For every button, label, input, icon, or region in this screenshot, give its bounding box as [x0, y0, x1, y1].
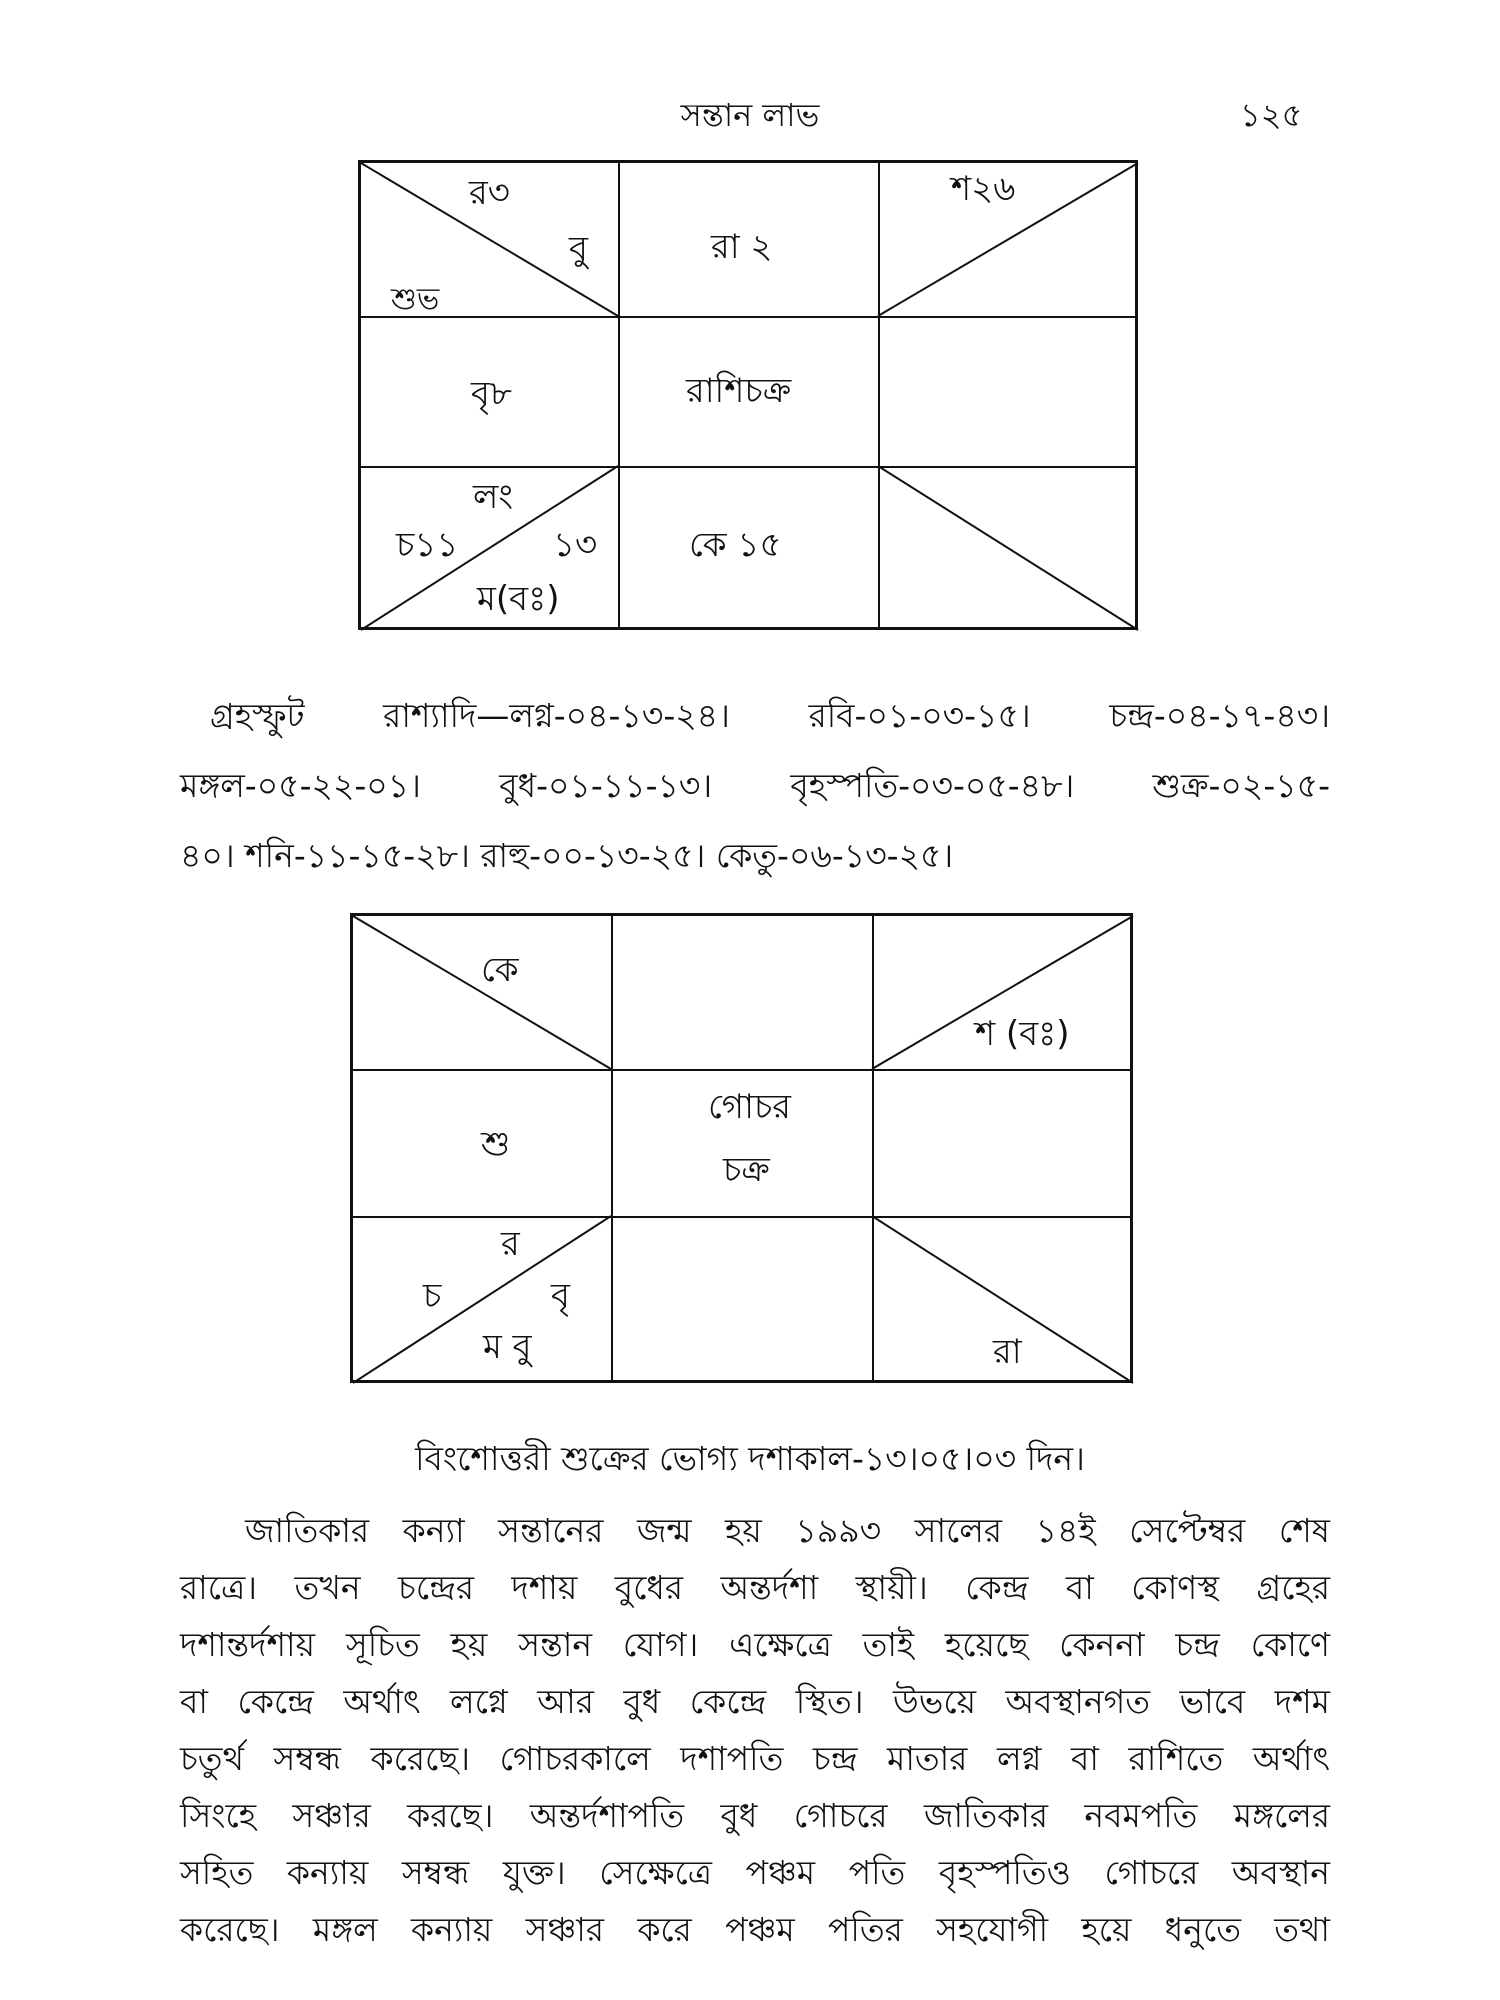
diagonal-bottom-right: [878, 466, 1138, 630]
chart-center-label-line-1: গোচর: [708, 1087, 791, 1127]
cell-bottom-left-lower: ম বু: [483, 1327, 532, 1367]
graha-sphuta-line-1: গ্রহস্ফুট রাশ্যাদি—লগ্ন-০৪-১৩-২৪। রবি-০১-০৩-১৫। চন্দ্র-০৪-১৭-৪৩।: [210, 696, 1330, 735]
chart-center-label-line-2: চক্র: [723, 1150, 770, 1190]
page-number: ১২৫: [1240, 96, 1303, 134]
body-line-7: সহিত কন্যায় সম্বন্ধ যুক্ত। সেক্ষেত্রে পঞ্চম পতি বৃহস্পতিও গোচরে অবস্থান: [180, 1853, 1330, 1892]
diagonal-bottom-left: [353, 1216, 611, 1383]
body-line-8: করেছে। মঙ্গল কন্যায় সঞ্চার করে পঞ্চম পতির সহযোগী হয়ে ধনুতে তথা: [180, 1910, 1330, 1949]
dasha-caption: বিংশোত্তরী শুক্রের ভোগ্য দশাকাল-১৩।০৫।০৩ দিন।: [415, 1439, 1085, 1478]
graha-sphuta-line-3: ৪০। শনি-১১-১৫-২৮। রাহু-০০-১৩-২৫। কেতু-০৬-১৩-২৫।: [180, 836, 954, 875]
body-line-4: বা কেন্দ্রে অর্থাৎ লগ্নে আর বুধ কেন্দ্রে স্থিত। উভয়ে অবস্থানগত ভাবে দশম: [180, 1682, 1330, 1721]
page-title: সন্তান লাভ: [680, 96, 820, 134]
body-line-5: চতুর্থ সম্বন্ধ করেছে। গোচরকালে দশাপতি চন্দ্র মাতার লগ্ন বা রাশিতে অর্থাৎ: [180, 1739, 1330, 1778]
cell-bottom-left-upper: র: [501, 1224, 520, 1264]
body-line-6: সিংহে সঞ্চার করছে। অন্তর্দশাপতি বুধ গোচরে জাতিকার নবমপতি মঙ্গলের: [180, 1796, 1330, 1835]
rashi-chakra: [358, 160, 1138, 630]
chart-center-label: রাশিচক্র: [686, 371, 792, 411]
cell-bottom-left-right: বৃ: [551, 1276, 570, 1316]
cell-bottom-left-left: চ১১: [396, 525, 459, 565]
body-line-3: দশান্তর্দশায় সূচিত হয় সন্তান যোগ। এক্ষেত্রে তাই হয়েছে কেননা চন্দ্র কোণে: [180, 1625, 1330, 1664]
body-line-1: জাতিকার কন্যা সন্তানের জন্ম হয় ১৯৯৩ সালের ১৪ই সেপ্টেম্বর শেষ: [245, 1511, 1330, 1550]
cell-top-middle: রা ২: [711, 227, 773, 267]
cell-bottom-left-left: চ: [423, 1276, 442, 1316]
cell-bottom-left-right: ১৩: [553, 525, 598, 565]
cell-bottom-left-lower: ম(বঃ): [477, 579, 560, 619]
graha-sphuta-line-2: মঙ্গল-০৫-২২-০১। বুধ-০১-১১-১৩। বৃহস্পতি-০৩-০৫-৪৮। শুক্র-০২-১৫-: [180, 766, 1330, 805]
cell-middle-left: বৃ৮: [471, 374, 512, 414]
cell-top-left: কে: [481, 950, 519, 990]
cell-top-left-lower: শুভ: [391, 282, 440, 317]
cell-top-right: শ২৬: [951, 169, 1016, 209]
cell-bottom-middle: কে ১৫: [689, 525, 782, 565]
cell-bottom-right: রা: [993, 1332, 1022, 1372]
body-line-2: রাত্রে। তখন চন্দ্রের দশায় বুধের অন্তর্দশা স্থায়ী। কেন্দ্র বা কোণস্থ গ্রহের: [180, 1568, 1330, 1607]
cell-bottom-left-upper: লং: [473, 477, 513, 517]
gochar-chakra: [350, 913, 1133, 1383]
cell-top-right: শ (বঃ): [975, 1014, 1070, 1054]
cell-middle-left: শু: [481, 1124, 511, 1164]
cell-top-left-upper: র৩: [469, 173, 510, 213]
cell-top-left-inner: বু: [569, 229, 588, 269]
